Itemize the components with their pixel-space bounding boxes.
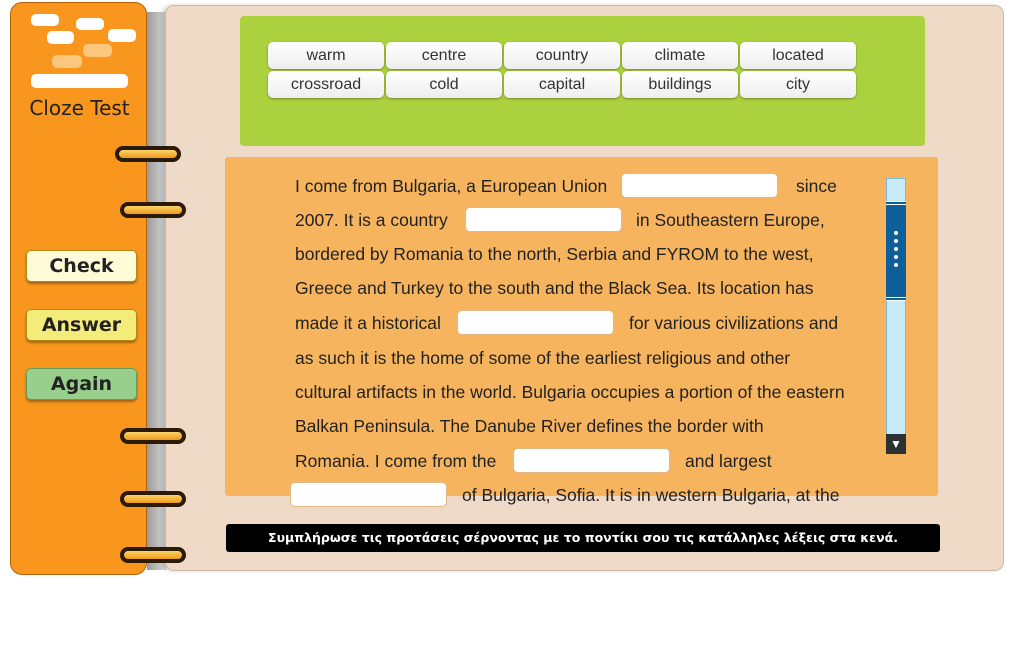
passage-line: Romania. I come from the <box>295 451 497 471</box>
word-chip-city[interactable]: city <box>740 71 856 98</box>
passage-line: cultural artifacts in the world. Bulgaria occupies a portion of the eastern <box>295 382 845 402</box>
passage-line: Balkan Peninsula. The Danube River defines the border with <box>295 416 764 436</box>
page-binding-shadow <box>147 12 167 570</box>
answer-blank-2[interactable] <box>465 207 622 232</box>
word-chip-centre[interactable]: centre <box>386 42 502 69</box>
word-chip-capital[interactable]: capital <box>504 71 620 98</box>
answer-blank-3[interactable] <box>457 310 614 335</box>
passage-line: and largest <box>685 451 772 471</box>
again-button[interactable]: Again <box>26 368 137 400</box>
passage-text <box>295 164 875 505</box>
passage-line: as such it is the home of some of the earliest religious and other <box>295 348 791 368</box>
binder-ring-icon <box>120 491 186 507</box>
word-chip-country[interactable]: country <box>504 42 620 69</box>
cloze-logo-icon <box>11 3 148 93</box>
word-chip-warm[interactable]: warm <box>268 42 384 69</box>
passage-line: for various civilizations and <box>629 313 839 333</box>
binder-ring-icon <box>120 202 186 218</box>
passage-line: bordered by Romania to the north, Serbia and FYROM to the west, <box>295 244 814 264</box>
answer-blank-4[interactable] <box>513 448 670 473</box>
app-title: Cloze Test <box>29 96 130 120</box>
word-bank <box>240 16 925 146</box>
passage-line: made it a historical <box>295 313 441 333</box>
answer-blank-5[interactable] <box>290 482 447 507</box>
notebook-cover <box>10 2 147 575</box>
passage-line: Greece and Turkey to the south and the Black Sea. Its location has <box>295 278 814 298</box>
answer-blank-1[interactable] <box>621 173 778 198</box>
passage-line: since <box>796 176 837 196</box>
word-chip-cold[interactable]: cold <box>386 71 502 98</box>
passage-line: I come from Bulgaria, a European Union <box>295 176 608 196</box>
word-chip-located[interactable]: located <box>740 42 856 69</box>
check-button[interactable]: Check <box>26 250 137 282</box>
instruction-bar: Συμπλήρωσε τις προτάσεις σέρνοντας με το ποντίκι σου τις κατάλληλες λέξεις στα κενά. <box>226 524 940 552</box>
answer-button[interactable]: Answer <box>26 309 137 341</box>
binder-ring-icon <box>120 428 186 444</box>
binder-ring-icon <box>120 547 186 563</box>
grip-dots-icon <box>894 231 898 271</box>
word-chip-climate[interactable]: climate <box>622 42 738 69</box>
passage-line: 2007. It is a country <box>295 210 448 230</box>
passage-line: in Southeastern Europe, <box>636 210 825 230</box>
binder-ring-icon <box>115 146 181 162</box>
scroll-down-icon[interactable]: ▼ <box>886 434 906 454</box>
word-chip-buildings[interactable]: buildings <box>622 71 738 98</box>
word-chip-crossroad[interactable]: crossroad <box>268 71 384 98</box>
scrollbar-thumb[interactable] <box>886 201 906 301</box>
passage-panel <box>225 157 938 505</box>
passage-line: of Bulgaria, Sofia. It is in western Bulgaria, at the <box>462 485 840 505</box>
